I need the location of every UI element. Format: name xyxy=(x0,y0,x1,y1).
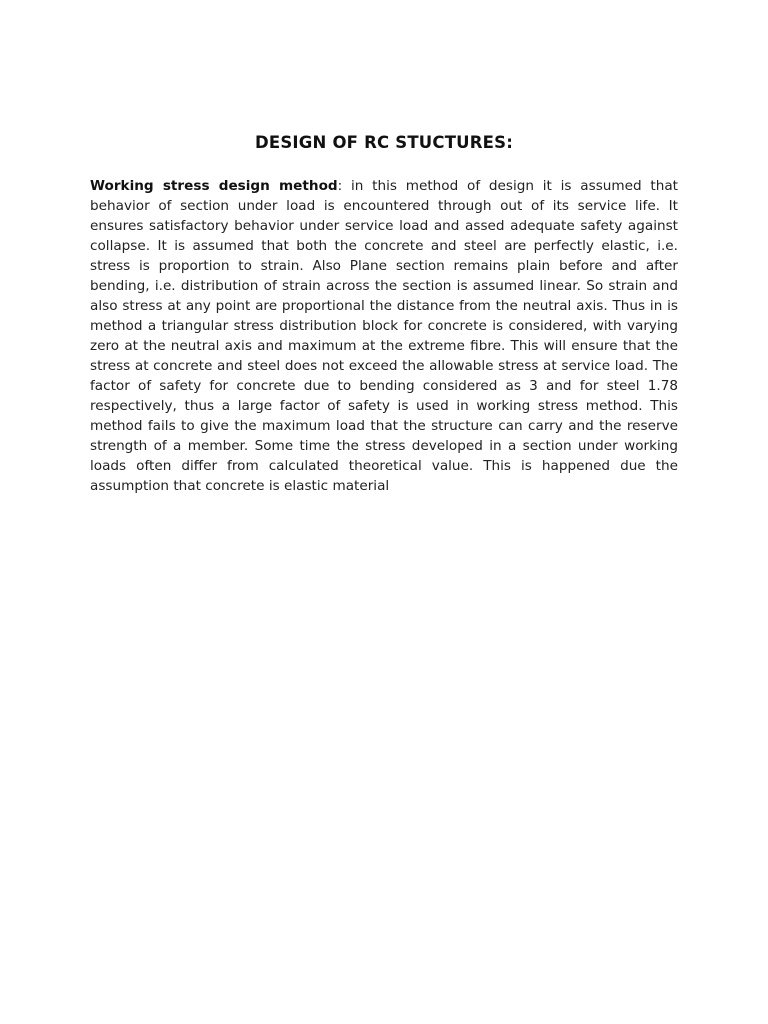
term-heading: Working stress design method xyxy=(90,178,338,194)
document-title: DESIGN OF RC STUCTURES: xyxy=(254,133,514,152)
body-paragraph xyxy=(90,176,678,496)
paragraph-text: : in this method of design it is assumed that behavior of section under load is encountered through out of its service life. It ensures satisfactory behavior under service load and assed adequate safety against collapse. It is assumed that both the concrete and steel are perfectly elastic, i.e. stress is proportion to strain. Also Plane section remains plain before and after bending, i.e. distribution of strain across the section is assumed linear. So strain and also stress at any point are proportional the distance from the neutral axis. Thus in is method a triangular stress distribution block for concrete is considered, with varying zero at the neutral axis and maximum at the extreme fibre. This will ensure that the stress at concrete and steel does not exceed the allowable stress at service load. The factor of safety for concrete due to bending considered as 3 and for steel 1.78 respectively, thus a large factor of safety is used in working stress method. This method fails to give the maximum load that the structure can carry and the reserve strength of a member. Some time the stress developed in a section under working loads often differ from calculated theoretical value. This is happened due the assumption that concrete is elastic material xyxy=(90,178,678,494)
